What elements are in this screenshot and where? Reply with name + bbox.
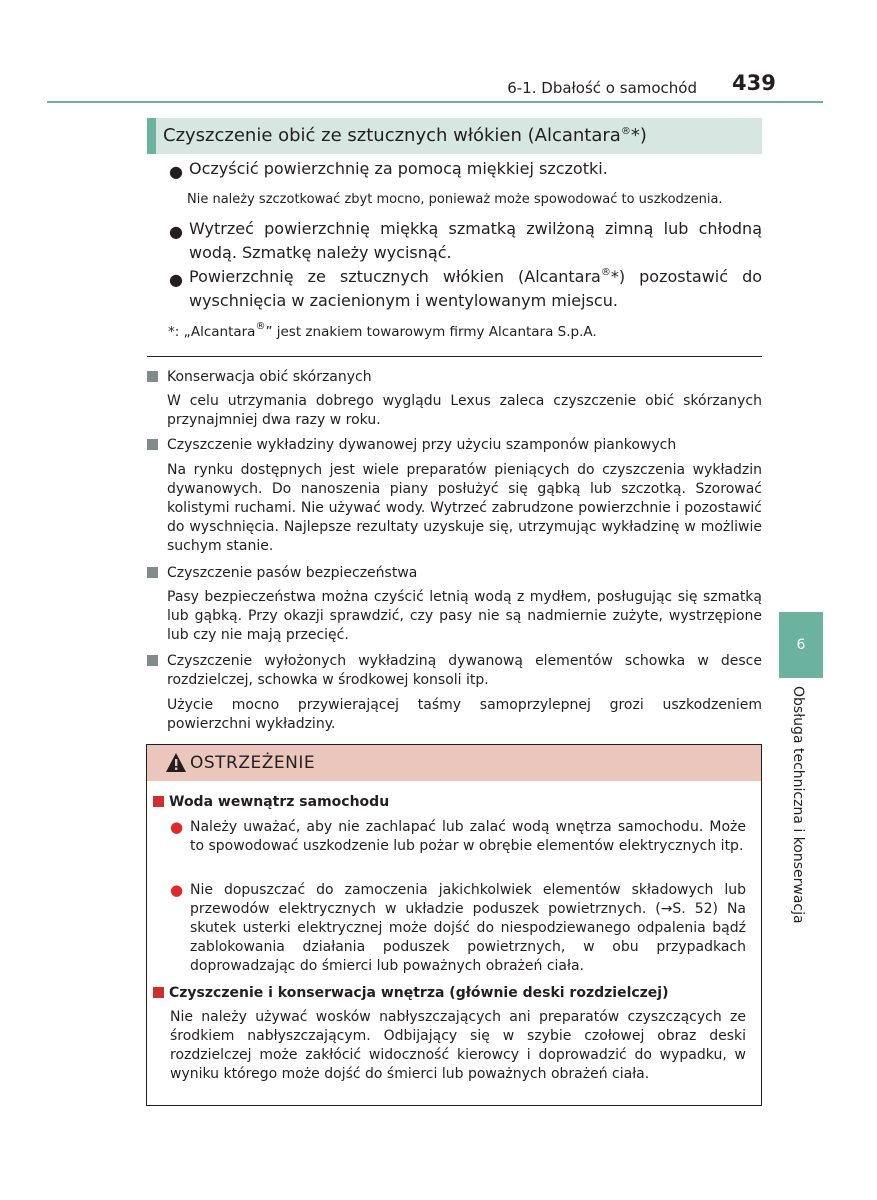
warning-triangle-icon — [165, 752, 187, 773]
bullet-icon: ● — [169, 162, 183, 181]
running-header: 6-1. Dbałość o samochód — [507, 79, 697, 97]
section-title: Czyszczenie obić ze sztucznych włókien (Alcantara®*) — [147, 118, 762, 154]
header-rule — [47, 101, 823, 103]
bullet-item: ● Powierzchnię ze sztucznych włókien (Alcantara®*) pozostawić do wyschnięcia w zacienionym i wentylowanym miejscu. — [169, 267, 763, 310]
bullet-item: ● Oczyścić powierzchnię za pomocą miękkiej szczotki. — [169, 157, 762, 181]
footnote: *: „Alcantara®” jest znakiem towarowym firmy Alcantara S.p.A. — [168, 321, 597, 340]
square-bullet-icon — [147, 371, 158, 382]
red-bullet-icon: ● — [170, 881, 184, 899]
divider — [147, 356, 762, 357]
warning-bullet: ● Należy uważać, aby nie zachlapać lub zalać wodą wnętrza samochodu. Może to spowodować uszkodzenie lub pożar w obrębie elementów elektrycznych itp. — [170, 818, 746, 854]
square-bullet-icon — [147, 439, 158, 450]
subsection-body: Na rynku dostępnych jest wiele preparatów pieniących do czyszczenia wykładzin dywanowych. Do nanoszenia piany posłużyć się gąbką lub szczotką. Szorować kolistymi ruchami. Nie używać wody. Wytrzeć zabrudzone powierzchnie i pozostawić do wyschnięcia. Najlepsze rezultaty uzyskuje się, utrzymując wykładzinę w możliwie suchym stanie. — [167, 462, 762, 554]
chapter-label: Obsługa techniczna i konserwacja — [790, 686, 806, 924]
subsection-heading: Czyszczenie pasów bezpieczeństwa — [147, 564, 762, 583]
subsection-body: W celu utrzymania dobrego wyglądu Lexus zaleca czyszczenie obić skórzanych przynajmniej dwa razy w roku. — [167, 393, 762, 428]
bullet-icon: ● — [169, 270, 183, 289]
warning-bullet: ● Nie dopuszczać do zamoczenia jakichkolwiek elementów składowych lub przewodów elektrycznych w układzie poduszek powietrznych. (→S. 52) Na skutek usterki elektrycznej może dojść do niespodziewanego odpalenia bądź zablokowania działania poduszek powietrznych, w obu przypadkach doprowadzając do śmierci lub poważnych obrażeń ciała. — [170, 881, 746, 974]
chapter-tab: 6 — [779, 612, 823, 678]
bullet-item: ● Wytrzeć powierzchnię miękką szmatką zwilżoną zimną lub chłodną wodą. Szmatkę należy wycisnąć. — [169, 219, 762, 262]
subsection-heading: Konserwacja obić skórzanych — [147, 368, 762, 387]
warning-subheading: Czyszczenie i konserwacja wnętrza (głównie deski rozdzielczej) — [153, 984, 753, 1003]
bullet-note: Nie należy szczotkować zbyt mocno, ponieważ może spowodować to uszkodzenia. — [187, 192, 723, 207]
page-number: 439 — [732, 71, 776, 95]
red-bullet-icon: ● — [170, 818, 184, 836]
warning-header — [147, 745, 761, 781]
warning-body: Nie należy używać wosków nabłyszczających ani preparatów czyszczących ze środkiem nabłyszczającym. Odbijający się w szybie czołowej obraz deski rozdzielczej może zakłócić widoczność kierowcy i doprowadzić do wypadku, w wyniku którego może dojść do śmierci lub poważnych obrażeń ciała. — [170, 1009, 746, 1082]
red-square-icon — [153, 796, 164, 807]
subsection-body: Pasy bezpieczeństwa można czyścić letnią wodą z mydłem, posługując się szmatką lub gąbką. Przy okazji sprawdzić, czy pasy nie są nadmiernie zużyte, wystrzępione lub czy nie mają przecięć. — [167, 589, 762, 643]
square-bullet-icon — [147, 567, 158, 578]
bullet-icon: ● — [169, 222, 183, 241]
subsection-heading: Czyszczenie wyłożonych wykładziną dywanową elementów schowka w desce rozdzielczej, schowka w środkowej konsoli itp. — [147, 652, 762, 690]
red-square-icon — [153, 987, 164, 998]
subsection-heading: Czyszczenie wykładziny dywanowej przy użyciu szamponów piankowych — [147, 436, 762, 455]
warning-label: OSTRZEŻENIE — [190, 753, 316, 773]
square-bullet-icon — [147, 655, 158, 666]
subsection-body: Użycie mocno przywierającej taśmy samoprzylepnej grozi uszkodzeniem powierzchni wykładziny. — [167, 697, 762, 732]
warning-subheading: Woda wewnątrz samochodu — [153, 793, 753, 812]
